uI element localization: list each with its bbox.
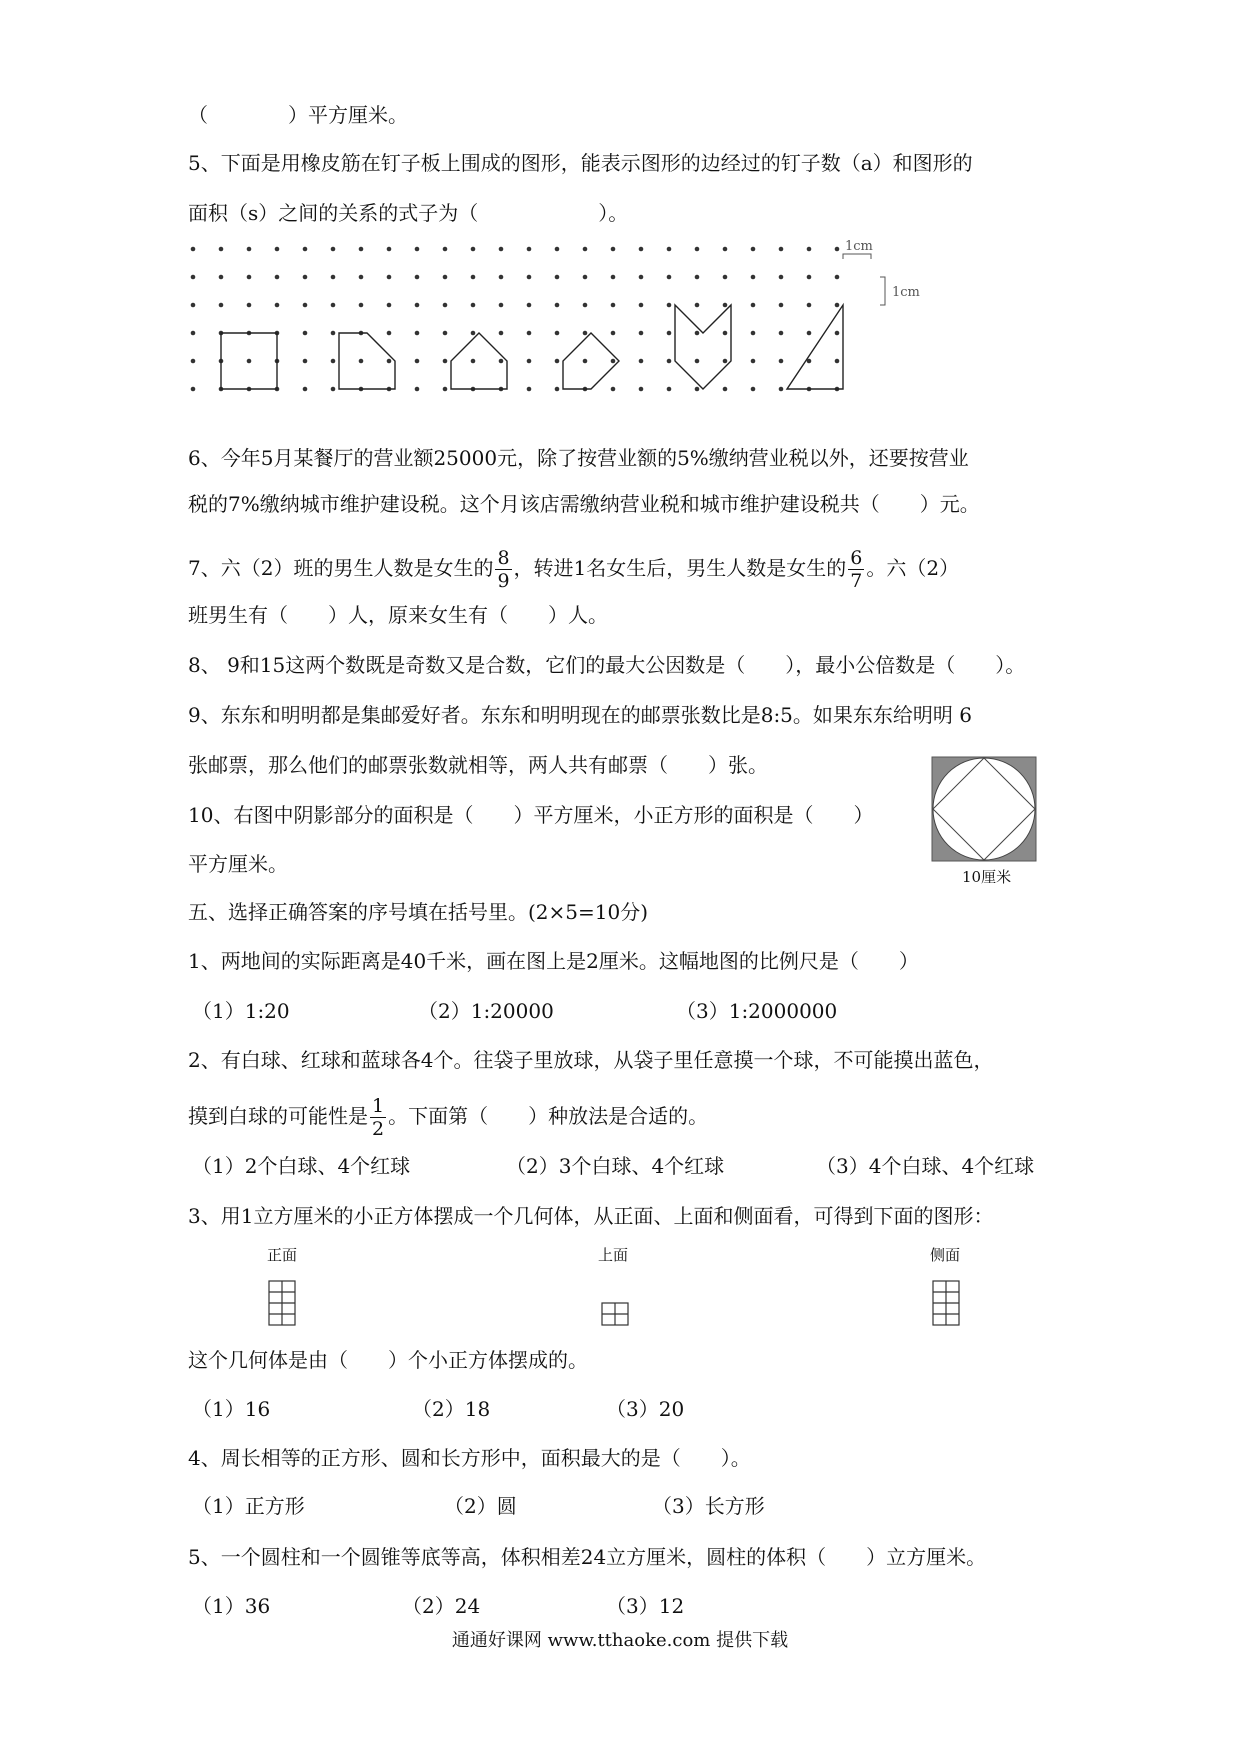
c2-frac-den: 2 <box>372 1118 385 1140</box>
c2-fraction <box>370 1095 386 1140</box>
c1-option-3: （3）1:2000000 <box>676 999 838 1023</box>
geoboard-dot <box>359 247 364 252</box>
geoboard-dot <box>779 275 784 280</box>
q10-line2: 平方厘米。 <box>188 852 288 876</box>
c3-option-3: （3）20 <box>606 1397 685 1421</box>
geoboard-dot <box>667 359 672 364</box>
q7-part2: ，转进1名女生后，男生人数是女生的 <box>513 556 847 580</box>
q7-line1 <box>188 540 959 596</box>
geoboard-dot <box>639 303 644 308</box>
geoboard-dot <box>555 331 560 336</box>
geoboard-dot <box>471 303 476 308</box>
scale-v-bracket <box>880 277 885 305</box>
geoboard-dot <box>359 303 364 308</box>
c3-line2: 这个几何体是由（ ）个小正方体摆成的。 <box>188 1348 588 1372</box>
q10-figure <box>932 757 1036 861</box>
geoboard-dot <box>751 387 756 392</box>
geoboard-dot <box>695 275 700 280</box>
geoboard-dot <box>443 303 448 308</box>
geoboard-dot <box>835 359 840 364</box>
geoboard-dot <box>331 359 336 364</box>
footer-text: 通通好课网 www.tthaoke.com 提供下载 <box>451 1630 789 1651</box>
geoboard-dot <box>723 275 728 280</box>
c3-front-view <box>268 1280 296 1326</box>
geoboard-dot <box>331 303 336 308</box>
geoboard-dot <box>695 387 700 392</box>
geoboard-dot <box>723 247 728 252</box>
geoboard-dot <box>667 331 672 336</box>
c2-option-2: （2）3个白球、4个红球 <box>506 1154 725 1178</box>
geoboard-dot <box>695 303 700 308</box>
geoboard-dot <box>275 275 280 280</box>
q6-line1: 6、今年5月某餐厅的营业额25000元，除了按营业额的5%缴纳营业税以外，还要按营业 <box>188 446 969 470</box>
c2-line2 <box>188 1088 708 1144</box>
geoboard-dot <box>751 359 756 364</box>
geoboard-dot <box>527 359 532 364</box>
geoboard-dot <box>751 303 756 308</box>
geoboard-dot <box>415 331 420 336</box>
geoboard-dot <box>303 331 308 336</box>
q7-part1: 7、六（2）班的男生人数是女生的 <box>188 556 494 580</box>
geoboard-dot <box>471 247 476 252</box>
geoboard-dot <box>555 359 560 364</box>
geoboard-dot <box>639 359 644 364</box>
geoboard-dot <box>331 331 336 336</box>
geoboard-dot <box>443 247 448 252</box>
geoboard-dot <box>387 275 392 280</box>
geoboard-dot <box>751 247 756 252</box>
geoboard-dot <box>303 275 308 280</box>
geoboard-dot <box>219 247 224 252</box>
geoboard-pentagon <box>563 333 619 389</box>
geoboard-dot <box>471 331 476 336</box>
c2-frac-num: 1 <box>372 1095 385 1117</box>
geoboard-dot <box>583 331 588 336</box>
geoboard-dot <box>555 387 560 392</box>
geoboard-dot <box>247 303 252 308</box>
geoboard-dot <box>555 247 560 252</box>
geoboard-dot <box>695 359 700 364</box>
geoboard-dot <box>443 331 448 336</box>
geoboard-dot <box>527 303 532 308</box>
q7-frac1-den: 9 <box>497 570 510 592</box>
geoboard-dot <box>639 387 644 392</box>
scale-v-label: 1cm <box>892 285 920 300</box>
geoboard-dot <box>387 303 392 308</box>
geoboard-dot <box>723 303 728 308</box>
geoboard-dot <box>695 247 700 252</box>
geoboard-dot <box>667 275 672 280</box>
geoboard-dot <box>359 359 364 364</box>
c2-part2: 。下面第（ ）种放法是合适的。 <box>388 1104 709 1128</box>
geoboard-house <box>451 333 507 389</box>
geoboard-dot <box>247 359 252 364</box>
q9-line2: 张邮票，那么他们的邮票张数就相等，两人共有邮票（ ）张。 <box>188 753 768 777</box>
q10-figure-label: 10厘米 <box>962 868 1012 886</box>
q4-tail: （ ）平方厘米。 <box>188 103 408 127</box>
geoboard-dot <box>751 275 756 280</box>
c3-view-front-label: 正面 <box>267 1246 298 1264</box>
geoboard-dot <box>527 247 532 252</box>
c4-question: 4、周长相等的正方形、圆和长方形中，面积最大的是（ ）。 <box>188 1446 751 1470</box>
geoboard-dot <box>583 303 588 308</box>
c5-option-1: （1）36 <box>192 1594 271 1618</box>
scale-h-label: 1cm <box>845 239 873 254</box>
geoboard-dot <box>667 387 672 392</box>
c1-option-2: （2）1:20000 <box>418 999 554 1023</box>
c5-option-2: （2）24 <box>402 1594 481 1618</box>
geoboard-dot <box>807 331 812 336</box>
geoboard-dot <box>555 303 560 308</box>
geoboard-dot <box>835 247 840 252</box>
q9-line1: 9、东东和明明都是集邮爱好者。东东和明明现在的邮票张数比是8:5。如果东东给明明 6 <box>188 703 972 727</box>
geoboard-dot <box>415 303 420 308</box>
geoboard-dot <box>611 247 616 252</box>
geoboard-dot <box>779 387 784 392</box>
geoboard-dot <box>779 331 784 336</box>
geoboard-dot <box>415 387 420 392</box>
c3-option-2: （2）18 <box>412 1397 491 1421</box>
geoboard-dot <box>443 359 448 364</box>
q5-line2: 面积（s）之间的关系的式子为（ ）。 <box>188 201 629 225</box>
geoboard-dot <box>191 303 196 308</box>
c2-line1: 2、有白球、红球和蓝球各4个。往袋子里放球，从袋子里任意摸一个球，不可能摸出蓝色， <box>188 1048 994 1072</box>
geoboard-dot <box>443 275 448 280</box>
c2-part1: 摸到白球的可能性是 <box>188 1104 368 1128</box>
scale-h-bracket <box>843 254 871 259</box>
geoboard-dot <box>191 359 196 364</box>
geoboard-dot <box>191 387 196 392</box>
q7-frac1-num: 8 <box>497 547 510 569</box>
geoboard-dot <box>555 275 560 280</box>
c3-view-side-label: 侧面 <box>930 1246 961 1264</box>
q7-line2: 班男生有（ ）人，原来女生有（ ）人。 <box>188 603 608 627</box>
geoboard-dot <box>247 247 252 252</box>
geoboard-dot <box>247 275 252 280</box>
c2-option-1: （1）2个白球、4个红球 <box>192 1154 411 1178</box>
geoboard-dot <box>275 247 280 252</box>
geoboard-dot <box>191 275 196 280</box>
c3-side-view <box>932 1280 960 1326</box>
geoboard-dot <box>583 247 588 252</box>
geoboard-dot <box>219 275 224 280</box>
geoboard-dot <box>667 247 672 252</box>
geoboard-dot <box>415 275 420 280</box>
geoboard-dot <box>807 303 812 308</box>
geoboard-dot <box>499 247 504 252</box>
geoboard-dot <box>779 359 784 364</box>
geoboard-dot <box>331 387 336 392</box>
geoboard-dot <box>331 275 336 280</box>
geoboard-dot <box>387 331 392 336</box>
geoboard-dot <box>807 275 812 280</box>
geoboard-dot <box>779 247 784 252</box>
geoboard-dot <box>499 275 504 280</box>
geoboard-dot <box>415 359 420 364</box>
q6-line2: 税的7%缴纳城市维护建设税。这个月该店需缴纳营业税和城市维护建设税共（ ）元。 <box>188 492 980 516</box>
section5-title: 五、选择正确答案的序号填在括号里。(2×5=10分) <box>188 900 649 924</box>
c5-question: 5、一个圆柱和一个圆锥等底等高，体积相差24立方厘米，圆柱的体积（ ）立方厘米。 <box>188 1545 987 1569</box>
geoboard-dot <box>639 275 644 280</box>
geoboard-dot <box>303 359 308 364</box>
geoboard-dot <box>583 275 588 280</box>
geoboard-dot <box>723 331 728 336</box>
c3-line1: 3、用1立方厘米的小正方体摆成一个几何体，从正面、上面和侧面看，可得到下面的图形： <box>188 1204 994 1228</box>
c1-question: 1、两地间的实际距离是40千米，画在图上是2厘米。这幅地图的比例尺是（ ） <box>188 949 919 973</box>
geoboard-dot <box>835 275 840 280</box>
c5-option-3: （3）12 <box>606 1594 685 1618</box>
geoboard-dot <box>527 331 532 336</box>
geoboard-dot <box>387 359 392 364</box>
geoboard-dot <box>667 303 672 308</box>
q7-part3: 。六（2） <box>866 556 960 580</box>
c4-option-1: （1）正方形 <box>192 1494 305 1518</box>
geoboard-dot <box>303 303 308 308</box>
geoboard-dot <box>191 331 196 336</box>
c2-option-3: （3）4个白球、4个红球 <box>816 1154 1035 1178</box>
geoboard-dot <box>611 359 616 364</box>
geoboard-dot <box>695 331 700 336</box>
geoboard-dot <box>835 331 840 336</box>
geoboard-dot <box>443 387 448 392</box>
geoboard-dot <box>779 303 784 308</box>
geoboard-dot <box>611 275 616 280</box>
geoboard-cut-square <box>339 333 395 389</box>
geoboard-dot <box>723 387 728 392</box>
geoboard-dot <box>527 275 532 280</box>
c3-view-top-label: 上面 <box>598 1246 629 1264</box>
q7-frac2-den: 7 <box>850 570 863 592</box>
geoboard-dot <box>723 359 728 364</box>
geoboard-dot <box>471 359 476 364</box>
geoboard-dot <box>499 303 504 308</box>
geoboard-dot <box>751 331 756 336</box>
geoboard-dot <box>639 331 644 336</box>
q5-line1: 5、下面是用橡皮筋在钉子板上围成的图形，能表示图形的边经过的钉子数（a）和图形的 <box>188 151 973 175</box>
geoboard-dot <box>359 275 364 280</box>
geoboard-figure <box>180 239 920 410</box>
q8-line: 8、 9和15这两个数既是奇数又是合数，它们的最大公因数是（ ），最小公倍数是（ ）。 <box>188 653 1026 677</box>
geoboard-triangle <box>787 305 843 389</box>
c3-option-1: （1）16 <box>192 1397 271 1421</box>
c4-option-2: （2）圆 <box>444 1494 517 1518</box>
c3-top-view <box>601 1302 629 1328</box>
geoboard-dot <box>499 331 504 336</box>
q10-line1: 10、右图中阴影部分的面积是（ ）平方厘米，小正方形的面积是（ ） <box>188 803 874 827</box>
q7-frac2-num: 6 <box>850 547 863 569</box>
geoboard-dot <box>219 303 224 308</box>
q7-fraction-1 <box>495 547 511 592</box>
c4-option-3: （3）长方形 <box>652 1494 765 1518</box>
geoboard-dot <box>639 247 644 252</box>
c1-option-1: （1）1:20 <box>192 999 290 1023</box>
geoboard-dot <box>275 303 280 308</box>
geoboard-dot <box>387 247 392 252</box>
geoboard-heart <box>675 305 731 389</box>
geoboard-dot <box>807 247 812 252</box>
geoboard-dot <box>499 359 504 364</box>
geoboard-dot <box>611 331 616 336</box>
geoboard-dot <box>303 387 308 392</box>
geoboard-dot <box>331 247 336 252</box>
geoboard-dot <box>611 303 616 308</box>
geoboard-dot <box>583 359 588 364</box>
geoboard-dot <box>415 247 420 252</box>
q7-fraction-2 <box>848 547 864 592</box>
geoboard-dot <box>835 303 840 308</box>
geoboard-dot <box>191 247 196 252</box>
geoboard-dot <box>471 275 476 280</box>
geoboard-dot <box>527 387 532 392</box>
geoboard-dot <box>611 387 616 392</box>
geoboard-dot <box>303 247 308 252</box>
